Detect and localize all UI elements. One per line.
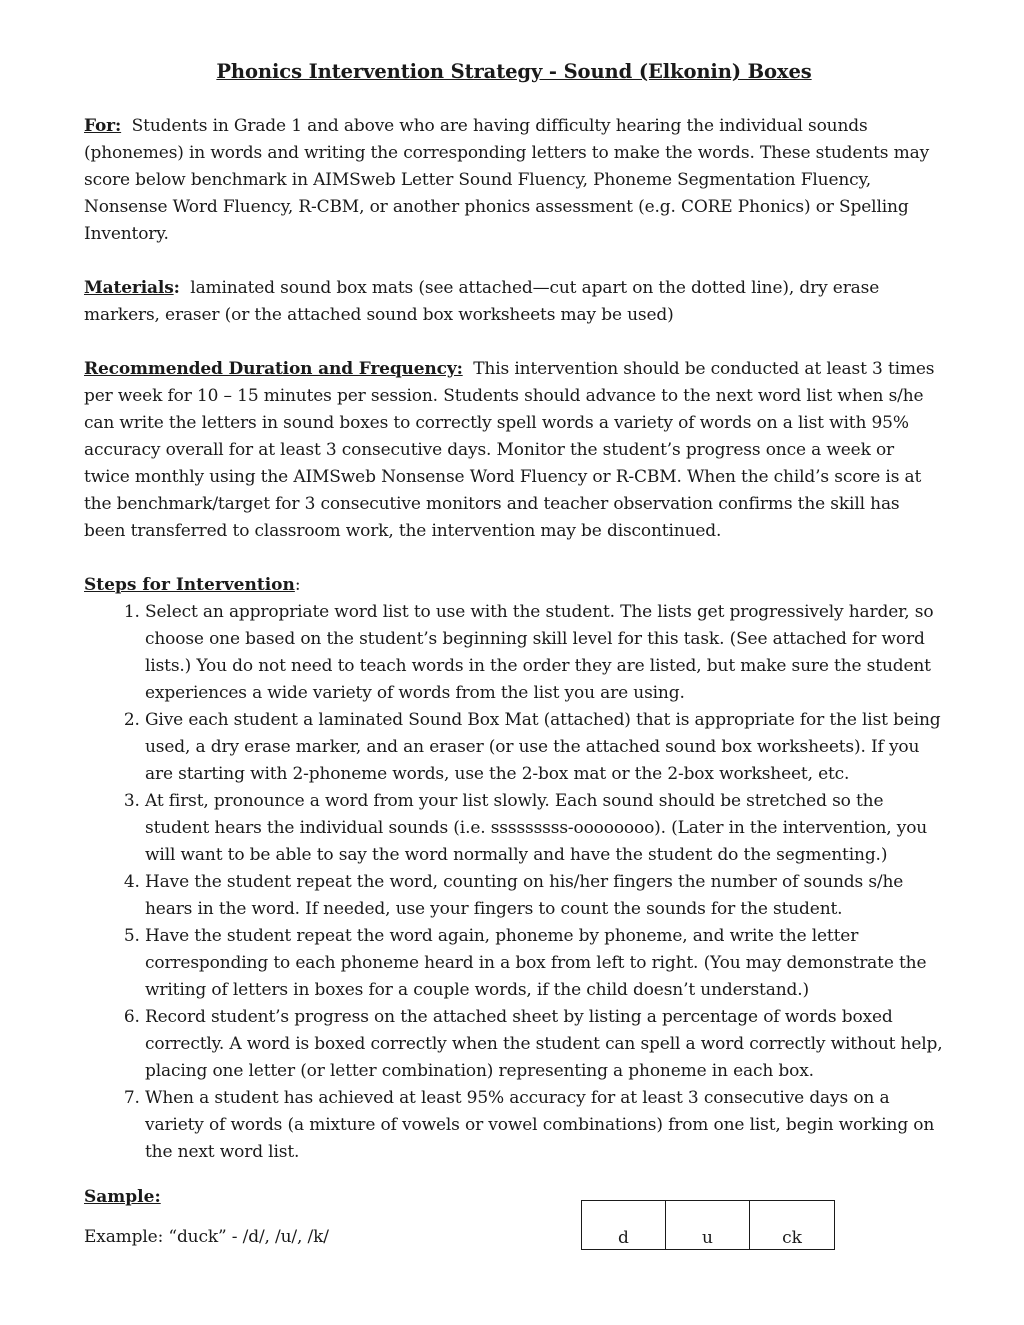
sound-boxes	[581, 1200, 835, 1250]
step-item: 4. Have the student repeat the word, counting on his/her fingers the number of sounds s/he hears in the word. If needed, use your fingers to count the sounds for the student.	[145, 869, 944, 923]
step-item: 2. Give each student a laminated Sound Box Mat (attached) that is appropriate for the list being used, a dry erase marker, and an eraser (or use the attached sound box worksheets). If you are starting with 2-phoneme words, use the 2-box mat or the 2-box worksheet, etc.	[145, 707, 944, 788]
page-title: Phonics Intervention Strategy - Sound (Elkonin) Boxes	[216, 60, 812, 83]
duration-section	[84, 356, 944, 545]
duration-text: This intervention should be conducted at least 3 times per week for 10 – 15 minutes per session. Students should advance to the next word list when s/he can write the letters in sound boxes to correctly spell words a variety of words on a list with 95% accuracy overall for at least 3 consecutive days. Monitor the student’s progress once a week or twice monthly using the AIMSweb Nonsense Word Fluency or R-CBM. When the child’s score is at the benchmark/target for 3 consecutive monitors and teacher observation confirms the skill has been transferred to classroom work, the intervention may be discontinued.	[84, 359, 935, 541]
for-label: For:	[84, 116, 122, 136]
sound-box: u	[666, 1201, 750, 1249]
steps-list	[84, 599, 944, 1166]
step-item: 1. Select an appropriate word list to use with the student. The lists get progressively harder, so choose one based on the student’s beginning skill level for this task. (See attached for word lists.) You do not need to teach words in the order they are listed, but make sure the student experiences a wide variety of words from the list you are using.	[145, 599, 944, 707]
step-item: 7. When a student has achieved at least 95% accuracy for at least 3 consecutive days on a variety of words (a mixture of vowels or vowel combinations) from one list, begin working on the next word list.	[145, 1085, 944, 1166]
sample-label: Sample:	[84, 1187, 161, 1207]
for-text: Students in Grade 1 and above who are having difficulty hearing the individual sounds (phonemes) in words and writing the corresponding letters to make the words. These students may score below benchmark in AIMSweb Letter Sound Fluency, Phoneme Segmentation Fluency, Nonsense Word Fluency, R-CBM, or another phonics assessment (e.g. CORE Phonics) or Spelling Inventory.	[84, 116, 930, 244]
steps-label: Steps for Intervention	[84, 575, 295, 595]
sound-box: d	[582, 1201, 666, 1249]
duration-label: Recommended Duration and Frequency:	[84, 359, 463, 379]
materials-section	[84, 275, 944, 329]
example-text: Example: “duck” - /d/, /u/, /k/	[84, 1227, 329, 1247]
steps-heading	[84, 572, 944, 599]
document-page	[84, 58, 944, 1211]
materials-colon: :	[173, 278, 180, 298]
step-item: 6. Record student’s progress on the attached sheet by listing a percentage of words boxed correctly. A word is boxed correctly when the student can spell a word correctly without help, placing one letter (or letter combination) representing a phoneme in each box.	[145, 1004, 944, 1085]
materials-text: laminated sound box mats (see attached—cut apart on the dotted line), dry erase markers, eraser (or the attached sound box worksheets may be used)	[84, 278, 880, 325]
step-item: 3. At first, pronounce a word from your list slowly. Each sound should be stretched so the student hears the individual sounds (i.e. sssssssss-oooooooo). (Later in the intervention, you will want to be able to say the word normally and have the student do the segmenting.)	[145, 788, 944, 869]
steps-colon: :	[294, 575, 301, 595]
step-item: 5. Have the student repeat the word again, phoneme by phoneme, and write the letter corresponding to each phoneme heard in a box from left to right. (You may demonstrate the writing of letters in boxes for a couple words, if the child doesn’t understand.)	[145, 923, 944, 1004]
sound-box: ck	[782, 1228, 802, 1248]
materials-label: Materials	[84, 278, 174, 298]
for-section	[84, 113, 944, 248]
